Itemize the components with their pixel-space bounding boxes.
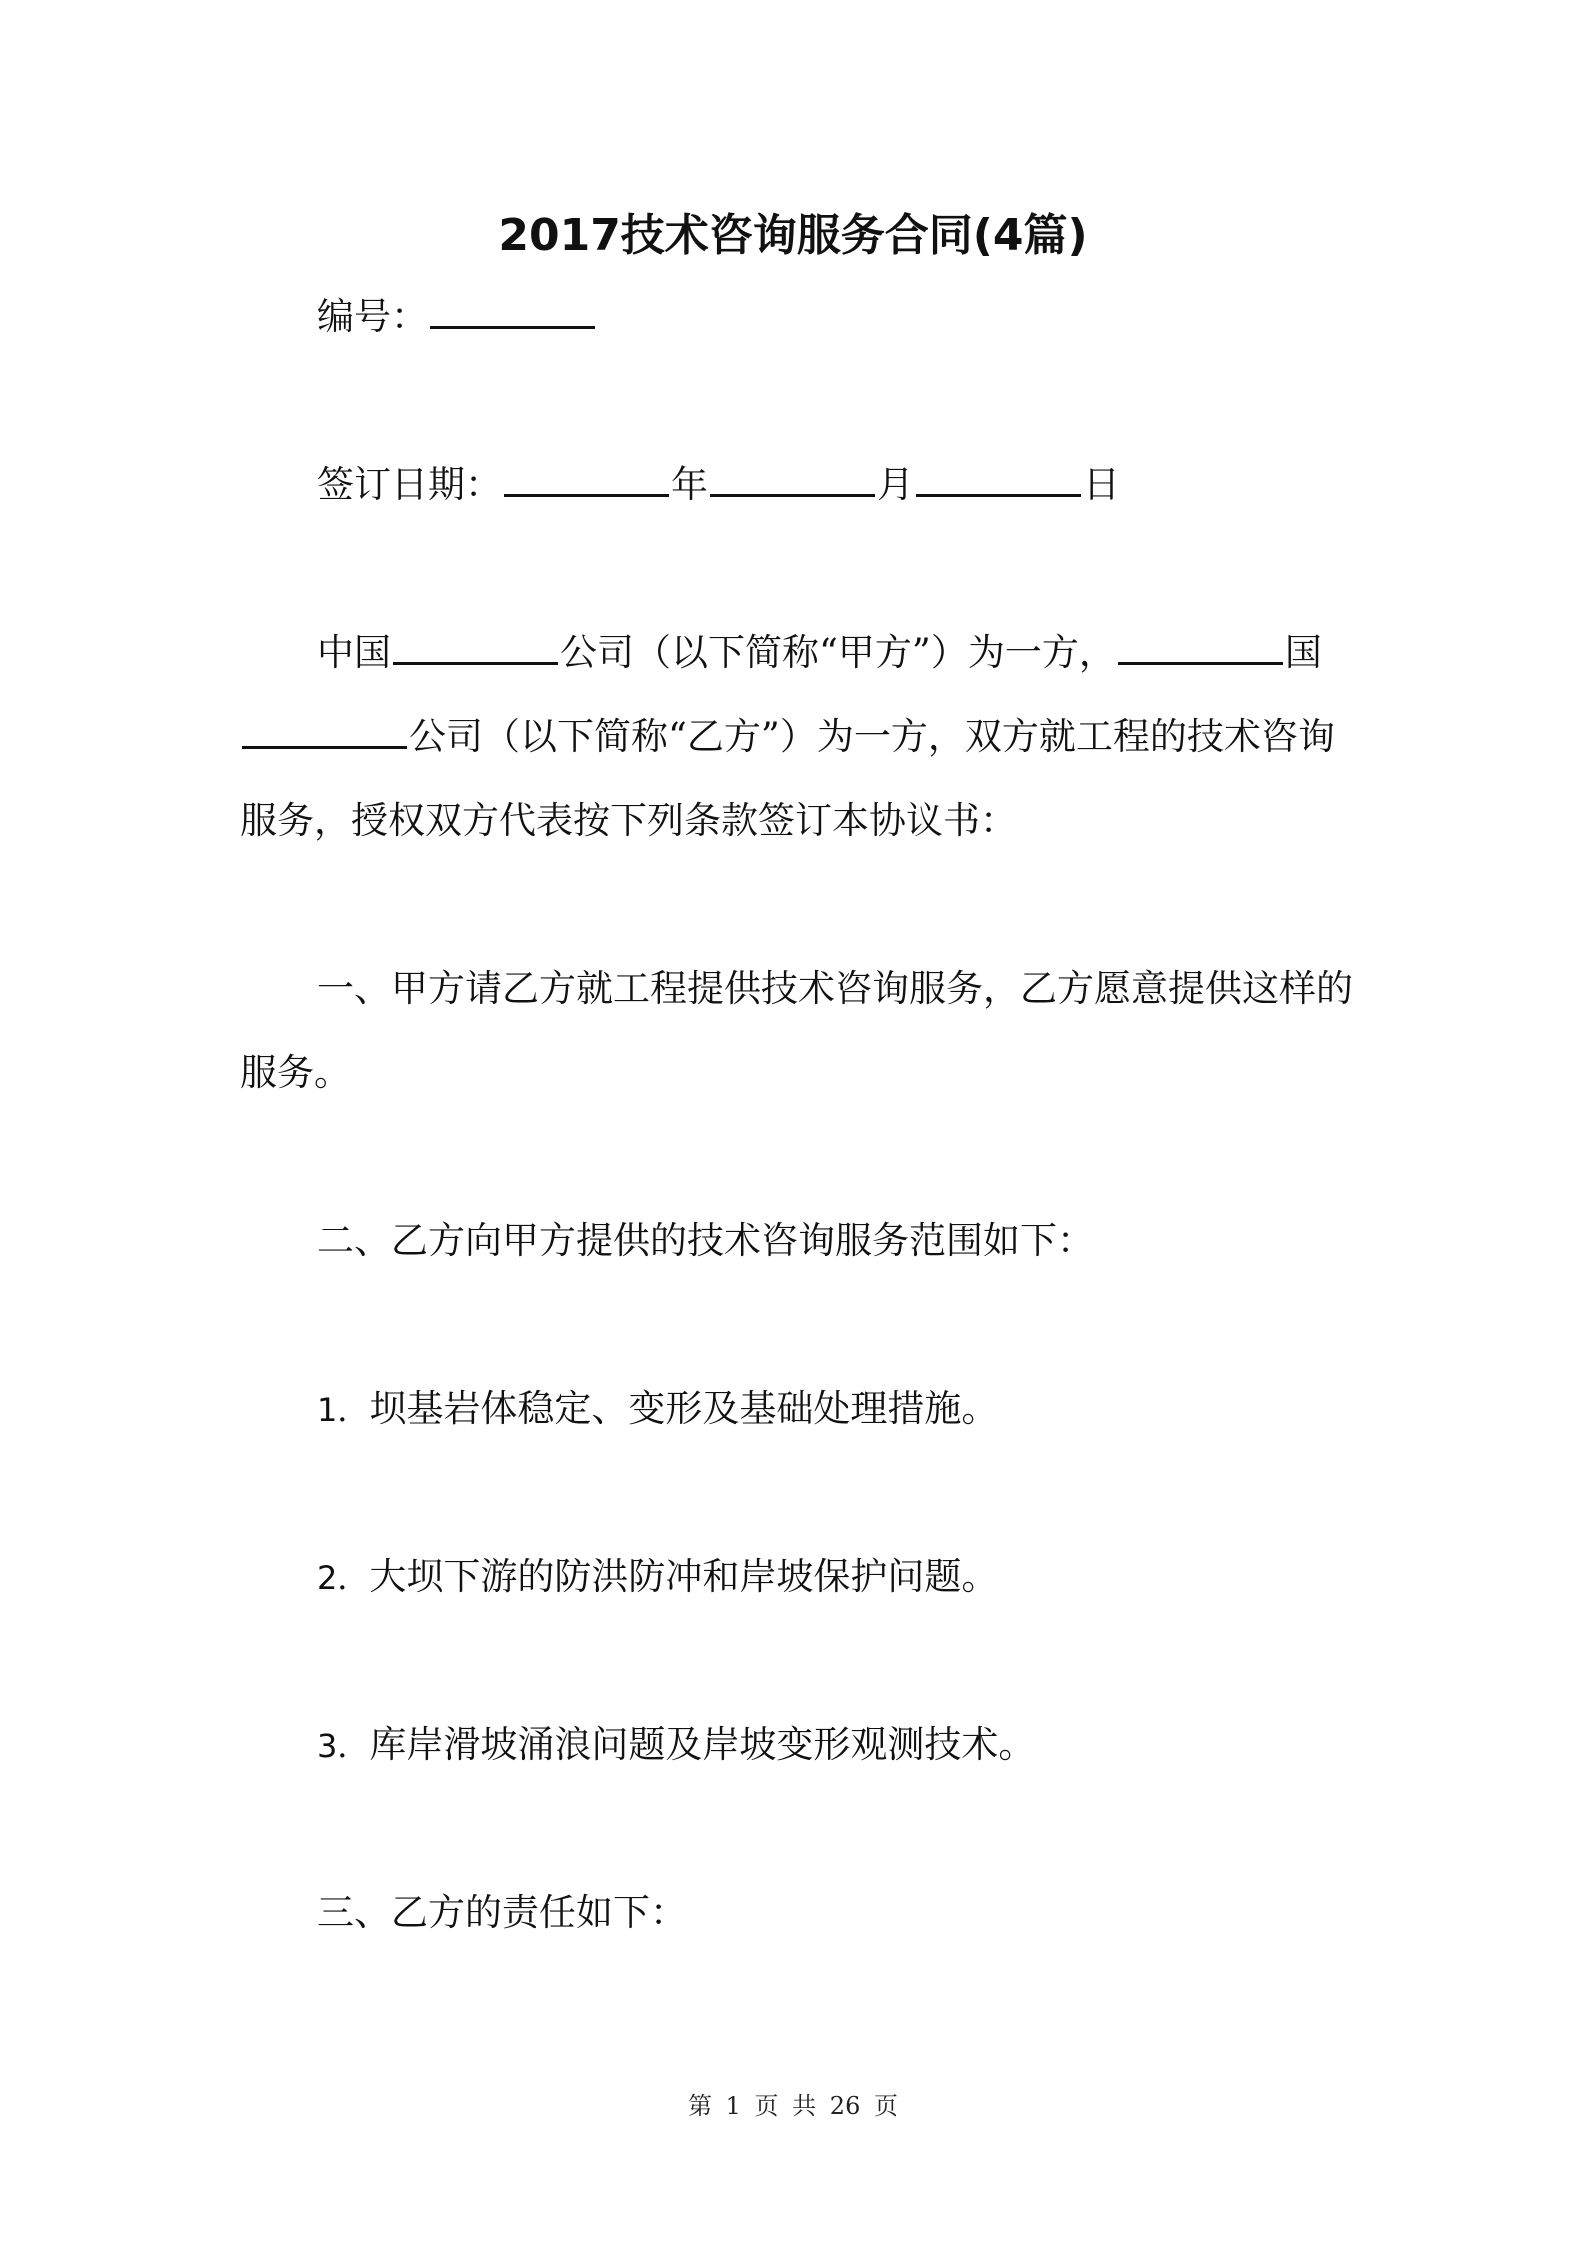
clause-1-line-1: 一、甲方请乙方就工程提供技术咨询服务，乙方愿意提供这样的: [317, 967, 1353, 1010]
year-blank: [504, 464, 669, 497]
serial-number-line: [317, 292, 1352, 342]
item-text: 库岸滑坡涌浪问题及岸坡变形观测技术。: [369, 1723, 1036, 1766]
month-blank: [710, 464, 875, 497]
serial-blank: [430, 296, 595, 329]
serial-label: 编号：: [317, 295, 428, 338]
intro-part2: 公司（以下简称“甲方”）为一方，: [560, 631, 1116, 674]
intro-part4: 公司（以下简称“乙方”）为一方，双方就工程的技术咨询: [409, 715, 1335, 758]
date-month: 月: [877, 463, 914, 506]
document-title: 2017技术咨询服务合同(4篇): [498, 210, 1088, 261]
signing-date-line: [317, 460, 1352, 510]
item-number: 1．: [317, 1391, 370, 1429]
date-day: 日: [1083, 463, 1120, 506]
clause-1-line-2: 服务。: [240, 1051, 351, 1094]
party-a-blank: [393, 632, 558, 665]
date-year: 年: [671, 463, 708, 506]
clause-2: 二、乙方向甲方提供的技术咨询服务范围如下：: [317, 1219, 1094, 1262]
list-item: [317, 1384, 1352, 1435]
page-footer: 第 1 页 共 26 页: [688, 2092, 898, 2120]
list-item: [317, 1552, 1352, 1603]
item-text: 大坝下游的防洪防冲和岸坡保护问题。: [369, 1555, 999, 1598]
intro-line-1: [317, 628, 1352, 678]
item-text: 坝基岩体稳定、变形及基础处理措施。: [369, 1387, 999, 1430]
day-blank: [916, 464, 1081, 497]
country-blank: [1118, 632, 1283, 665]
item-number: 3．: [317, 1727, 370, 1765]
intro-line-3: 服务，授权双方代表按下列条款签订本协议书：: [240, 799, 1017, 842]
party-b-blank: [242, 716, 407, 749]
list-item: [317, 1720, 1352, 1771]
intro-line-2: [240, 712, 1352, 762]
item-number: 2．: [317, 1559, 370, 1597]
intro-part3: 国: [1284, 631, 1322, 674]
intro-part1: 中国: [317, 631, 391, 674]
clause-3: 三、乙方的责任如下：: [317, 1891, 687, 1934]
date-label: 签订日期：: [317, 463, 502, 506]
